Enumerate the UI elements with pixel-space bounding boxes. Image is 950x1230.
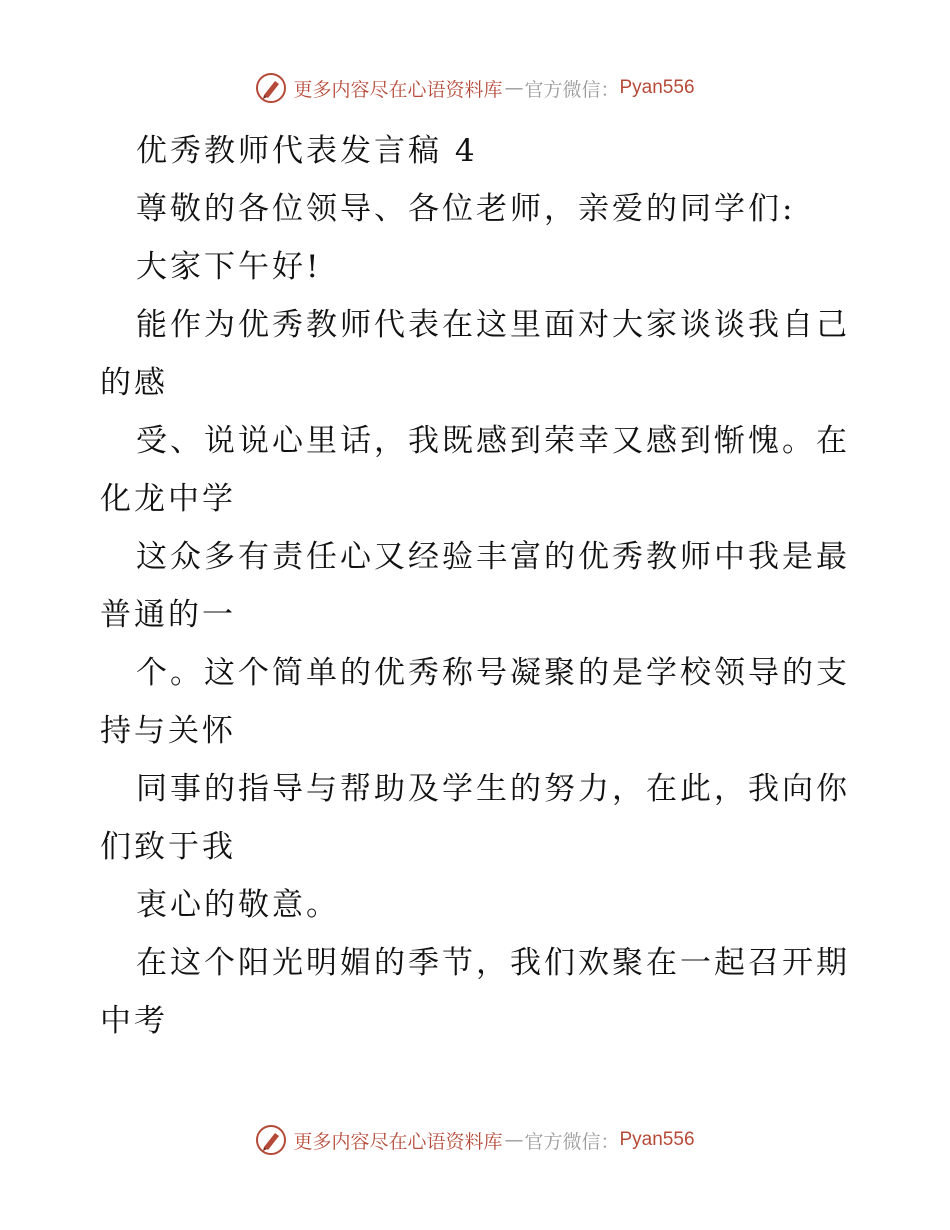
doc-line: 们致于我 [100, 829, 236, 865]
doc-line: 受、说说心里话，我既感到荣幸又感到惭愧。在 [136, 423, 850, 459]
watermark-label: 官方微信： [524, 1130, 620, 1153]
watermark-label: 官方微信： [524, 78, 620, 101]
doc-line: 持与关怀 [100, 713, 236, 749]
doc-line: 普通的一 [100, 597, 236, 633]
doc-line: 优秀教师代表发言稿 4 [136, 133, 478, 169]
doc-line: 能作为优秀教师代表在这里面对大家谈谈我自己 [136, 307, 850, 343]
doc-line: 的感 [100, 365, 168, 401]
watermark-brand-text: 更多内容尽在心语资料库 [293, 1130, 503, 1153]
doc-line: 大家下午好! [136, 249, 322, 285]
watermark-separator: — [504, 77, 523, 99]
footer-watermark [0, 1124, 950, 1156]
doc-line: 化龙中学 [100, 481, 236, 517]
pen-circle-logo-icon [255, 1124, 287, 1156]
doc-line: 个。这个简单的优秀称号凝聚的是学校领导的支 [136, 655, 850, 691]
watermark-wechat-id: Pyan556 [619, 77, 695, 98]
doc-line: 这众多有责任心又经验丰富的优秀教师中我是最 [136, 539, 850, 575]
doc-line: 同事的指导与帮助及学生的努力，在此，我向你 [136, 771, 850, 807]
document-body [100, 122, 860, 1050]
doc-line: 在这个阳光明媚的季节，我们欢聚在一起召开期 [136, 945, 850, 981]
header-watermark [0, 72, 950, 104]
watermark-brand-text: 更多内容尽在心语资料库 [293, 78, 503, 101]
watermark-separator: — [504, 1129, 523, 1151]
doc-line: 衷心的敬意。 [136, 887, 340, 923]
pen-circle-logo-icon [255, 72, 287, 104]
doc-line: 尊敬的各位领导、各位老师，亲爱的同学们: [136, 191, 796, 227]
doc-line: 中考 [100, 1003, 168, 1039]
watermark-wechat-id: Pyan556 [619, 1129, 695, 1150]
